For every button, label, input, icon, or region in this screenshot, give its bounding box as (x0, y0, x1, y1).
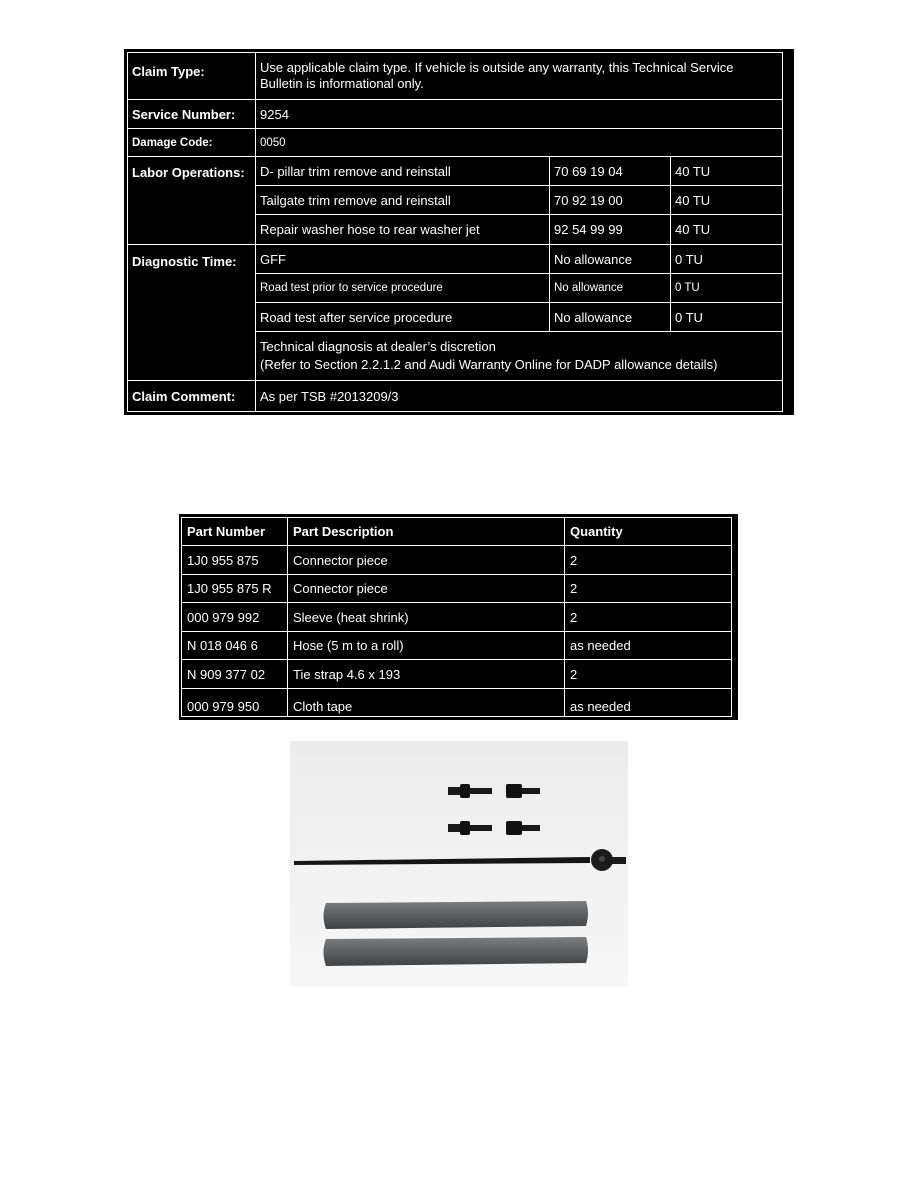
damage-code-label: Damage Code: (127, 128, 256, 157)
claim-type-label: Claim Type: (127, 52, 256, 100)
heat-shrink-sleeve-icon (324, 937, 589, 966)
labor-desc: Tailgate trim remove and reinstall (255, 185, 550, 215)
diag-note (255, 331, 783, 381)
part-number: N 909 377 02 (181, 659, 288, 689)
part-quantity: as needed (564, 688, 732, 717)
diag-desc: GFF (255, 244, 550, 274)
part-quantity: 2 (564, 602, 732, 632)
labor-op-code: 70 92 19 00 (549, 185, 671, 215)
part-description: Connector piece (287, 574, 565, 603)
warranty-claim-table (124, 49, 794, 415)
claim-comment-label: Claim Comment: (127, 380, 256, 412)
parts-photo (290, 741, 628, 987)
part-description: Hose (5 m to a roll) (287, 631, 565, 660)
diag-allowance: No allowance (549, 273, 671, 303)
diag-desc: Road test after service procedure (255, 302, 550, 332)
diag-note-line-1: Technical diagnosis at dealer’s discretion (260, 339, 496, 354)
diag-desc: Road test prior to service procedure (255, 273, 550, 303)
claim-type-value: Use applicable claim type. If vehicle is outside any warranty, this Technical Service Bulletin is informational only. (260, 60, 734, 91)
part-number: 000 979 992 (181, 602, 288, 632)
diag-note-line-2: (Refer to Section 2.2.1.2 and Audi Warranty Online for DADP allowance details) (260, 357, 718, 372)
claim-comment-value: As per TSB #2013209/3 (255, 380, 783, 412)
service-number-label: Service Number: (127, 99, 256, 129)
part-number: 1J0 955 875 R (181, 574, 288, 603)
part-quantity: 2 (564, 574, 732, 603)
part-number: 000 979 950 (181, 688, 288, 717)
diag-allowance: No allowance (549, 244, 671, 274)
diag-time: 0 TU (670, 273, 783, 303)
part-quantity: 2 (564, 659, 732, 689)
labor-desc: D- pillar trim remove and reinstall (255, 156, 550, 186)
service-number-value: 9254 (255, 99, 783, 129)
part-quantity: 2 (564, 545, 732, 575)
claim-type-text (255, 52, 783, 100)
part-quantity: as needed (564, 631, 732, 660)
labor-desc: Repair washer hose to rear washer jet (255, 214, 550, 245)
parts-header-quantity: Quantity (564, 517, 732, 546)
part-number: N 018 046 6 (181, 631, 288, 660)
heat-shrink-sleeve-icon (324, 901, 589, 929)
labor-time: 40 TU (670, 214, 783, 245)
part-number: 1J0 955 875 (181, 545, 288, 575)
labor-time: 40 TU (670, 156, 783, 186)
part-description: Connector piece (287, 545, 565, 575)
diag-time: 0 TU (670, 244, 783, 274)
parts-header-description: Part Description (287, 517, 565, 546)
labor-op-code: 70 69 19 04 (549, 156, 671, 186)
labor-operations-label: Labor Operations: (127, 156, 256, 245)
part-description: Tie strap 4.6 x 193 (287, 659, 565, 689)
parts-table (179, 514, 738, 720)
diag-time: 0 TU (670, 302, 783, 332)
damage-code-value: 0050 (255, 128, 783, 157)
part-description: Cloth tape (287, 688, 565, 717)
labor-op-code: 92 54 99 99 (549, 214, 671, 245)
labor-time: 40 TU (670, 185, 783, 215)
parts-header-part-number: Part Number (181, 517, 288, 546)
diagnostic-time-label: Diagnostic Time: (127, 244, 256, 381)
part-description: Sleeve (heat shrink) (287, 602, 565, 632)
diag-allowance: No allowance (549, 302, 671, 332)
